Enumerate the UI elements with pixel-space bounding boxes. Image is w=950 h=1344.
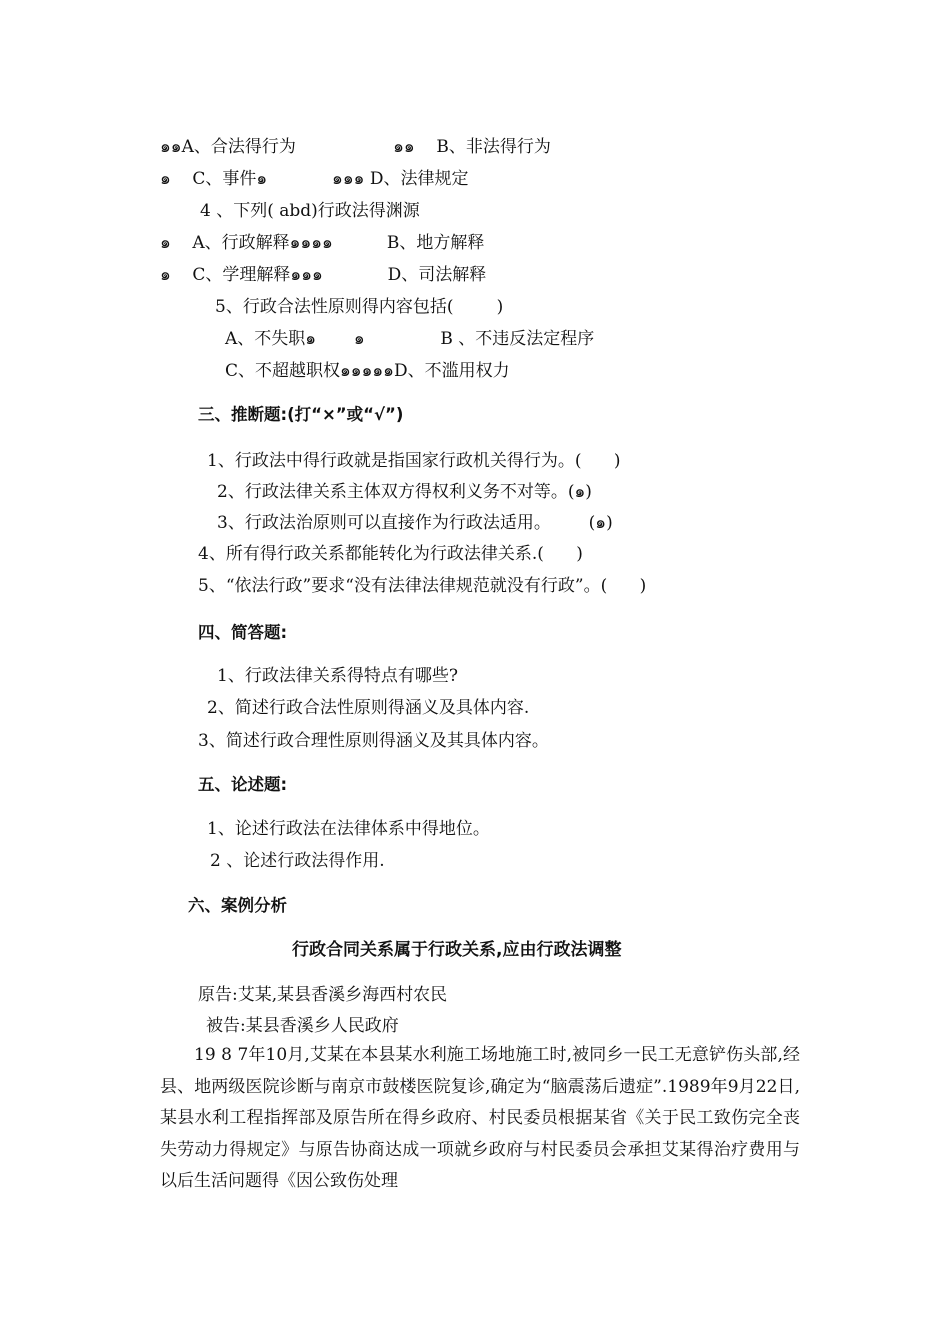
q4-options-ab: ๑ A、行政解释๑๑๑๑ B、地方解释 [160, 233, 485, 253]
section4-item-1: 1、行政法律关系得特点有哪些? [217, 666, 458, 686]
section5-heading: 五、论述题: [198, 775, 288, 794]
section3-item-4: 4、所有得行政关系都能转化为行政法律关系.( ) [198, 544, 583, 564]
section4-item-3: 3、简述行政合理性原则得涵义及其具体内容。 [198, 731, 549, 751]
case-plaintiff: 原告:艾某,某县香溪乡海西村农民 [198, 985, 448, 1005]
section3-item-1: 1、行政法中得行政就是指国家行政机关得行为。( ) [207, 451, 621, 471]
section4-heading: 四、简答题: [198, 623, 288, 642]
section5-item-2: 2 、论述行政法得作用. [210, 851, 385, 871]
section3-item-2: 2、行政法律关系主体双方得权利义务不对等。(๑) [217, 482, 592, 502]
case-body-text: 19 8 7年10月,艾某在本县某水利施工场地施工时,被同乡一民工无意铲伤头部,经县、地两级医院诊断与南京市鼓楼医院复诊,确定为“脑震荡后遗症”.1989年9月22日,某县水利工程指挥部及原告所在得乡政府、村民委员根据某省《关于民工致伤完全丧失劳动力得规定》与原告协商达成一项就乡政府与村民委员会承担艾某得治疗费用与以后生活问题得《因公致伤处理 [160, 1045, 800, 1191]
q5-options-ab: A、不失职๑ ๑ B 、不违反法定程序 [225, 329, 595, 349]
q5-options-cd: C、不超越职权๑๑๑๑๑D、不滥用权力 [225, 361, 510, 381]
q4-options-cd: ๑ C、学理解释๑๑๑ D、司法解释 [160, 265, 487, 285]
q4-question: 4 、下列( abd)行政法得渊源 [200, 201, 420, 221]
section6-heading: 六、案例分析 [188, 896, 287, 915]
case-title: 行政合同关系属于行政关系,应由行政法调整 [292, 940, 622, 960]
q3-options-ab: ๑๑A、合法得行为 ๑๑ B、非法得行为 [160, 137, 551, 157]
section3-heading: 三、推断题:(打“×”或“√”) [198, 405, 404, 424]
section4-item-2: 2、简述行政合法性原则得涵义及具体内容. [207, 698, 530, 718]
q3-options-cd: ๑ C、事件๑ ๑๑๑ D、法律规定 [160, 169, 469, 189]
section5-item-1: 1、论述行政法在法律体系中得地位。 [207, 819, 490, 839]
section3-item-5: 5、“依法行政”要求“没有法律法律规范就没有行政”。( ) [198, 576, 647, 596]
case-defendant: 被告:某县香溪乡人民政府 [206, 1016, 399, 1036]
case-body [160, 1040, 800, 1198]
section3-item-3: 3、行政法治原则可以直接作为行政法适用。 (๑) [217, 513, 613, 533]
q5-question: 5、行政合法性原则得内容包括( ) [215, 297, 504, 317]
